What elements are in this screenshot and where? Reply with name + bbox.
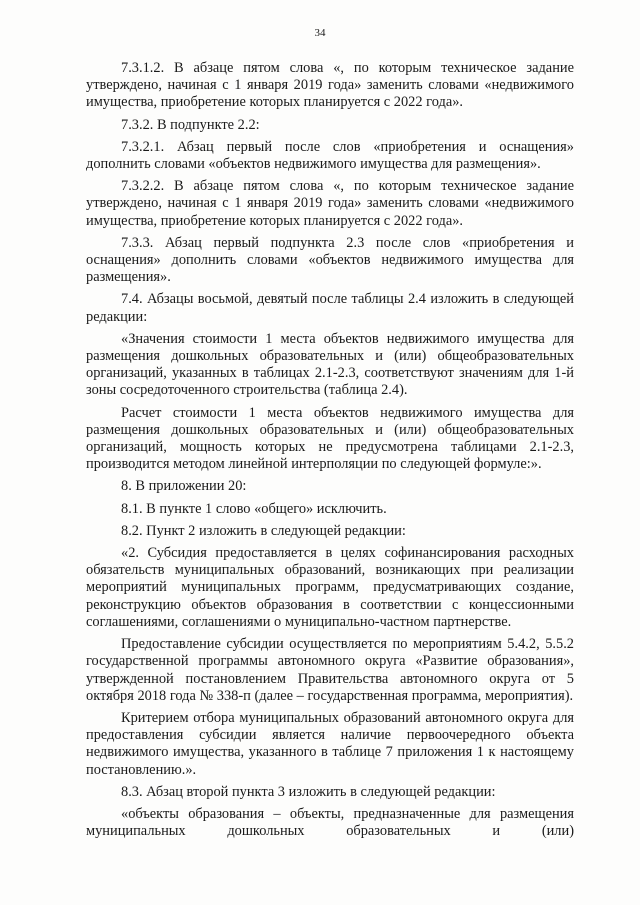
paragraph-8-2: 8.2. Пункт 2 изложить в следующей редакции: [121,522,406,539]
document-body [86,60,574,845]
paragraph-8-1: 8.1. В пункте 1 слово «общего» исключить. [121,500,387,517]
paragraph-7-4: 7.4. Абзацы восьмой, девятый после таблицы 2.4 изложить в следующей редакции: [86,291,574,325]
paragraph-quote-objects: «объекты образования – объекты, предназначенные для размещения муниципальных дошкольных образовательных и (или) [86,805,574,840]
paragraph-7-3-1-2: 7.3.1.2. В абзаце пятом слова «, по которым техническое задание утверждено, начиная с 1 января 2019 года» заменить словами «недвижимого имущества, приобретение которых планируется с 2022 года». [86,60,574,111]
paragraph-7-3-3: 7.3.3. Абзац первый подпункта 2.3 после слов «приобретения и оснащения» дополнить словами «объектов недвижимого имущества для размещения». [86,234,574,286]
page-number: 34 [314,27,326,39]
paragraph-8-3: 8.3. Абзац второй пункта 3 изложить в следующей редакции: [121,783,496,800]
paragraph-quote-subsidy: «2. Субсидия предоставляется в целях софинансирования расходных обязательств муниципальных образований, возникающих при реализации мероприятий муниципальных программ, предусматривающих создание, реконструкцию объектов образования в соответствии с концессионными соглашениями, соглашениями о муниципально-частном партнерстве. [86,545,574,630]
paragraph-quote-criterion: Критерием отбора муниципальных образований автономного округа для предоставления субсидии является наличие первоочередного объекта недвижимого имущества, указанного в таблице 7 приложения 1 к настоящему постановлению.». [86,709,574,778]
paragraph-quote-calculation: Расчет стоимости 1 места объектов недвижимого имущества для размещения дошкольных образовательных и (или) общеобразовательных организаций, мощность которых не предусмотрена таблицами 2.1-2.3, производится методом линейной интерполяции по следующей формуле:». [86,404,574,473]
paragraph-8: 8. В приложении 20: [121,478,247,495]
paragraph-7-3-2-1: 7.3.2.1. Абзац первый после слов «приобретения и оснащения» дополнить словами «объектов недвижимого имущества для размещения». [86,138,574,173]
paragraph-7-3-2: 7.3.2. В подпункте 2.2: [121,116,260,133]
paragraph-7-3-2-2: 7.3.2.2. В абзаце пятом слова «, по которым техническое задание утверждено, начиная с 1 января 2019 года» заменить словами «недвижимого имущества, приобретение которых планируется с 2022 года». [86,178,574,229]
paragraph-quote-values: «Значения стоимости 1 места объектов недвижимого имущества для размещения дошкольных образовательных и (или) общеобразовательных организаций, указанных в таблицах 2.1-2.3, соответствуют значениям для 1-й зоны сосредоточенного строительства (таблица 2.4). [86,330,574,399]
paragraph-quote-provision: Предоставление субсидии осуществляется по мероприятиям 5.4.2, 5.5.2 государственной программы автономного округа «Развитие образования», утвержденной постановлением Правительства автономного округа от 5 октября 2018 года № 338-п (далее – государственная программа, мероприятия). [86,636,574,704]
